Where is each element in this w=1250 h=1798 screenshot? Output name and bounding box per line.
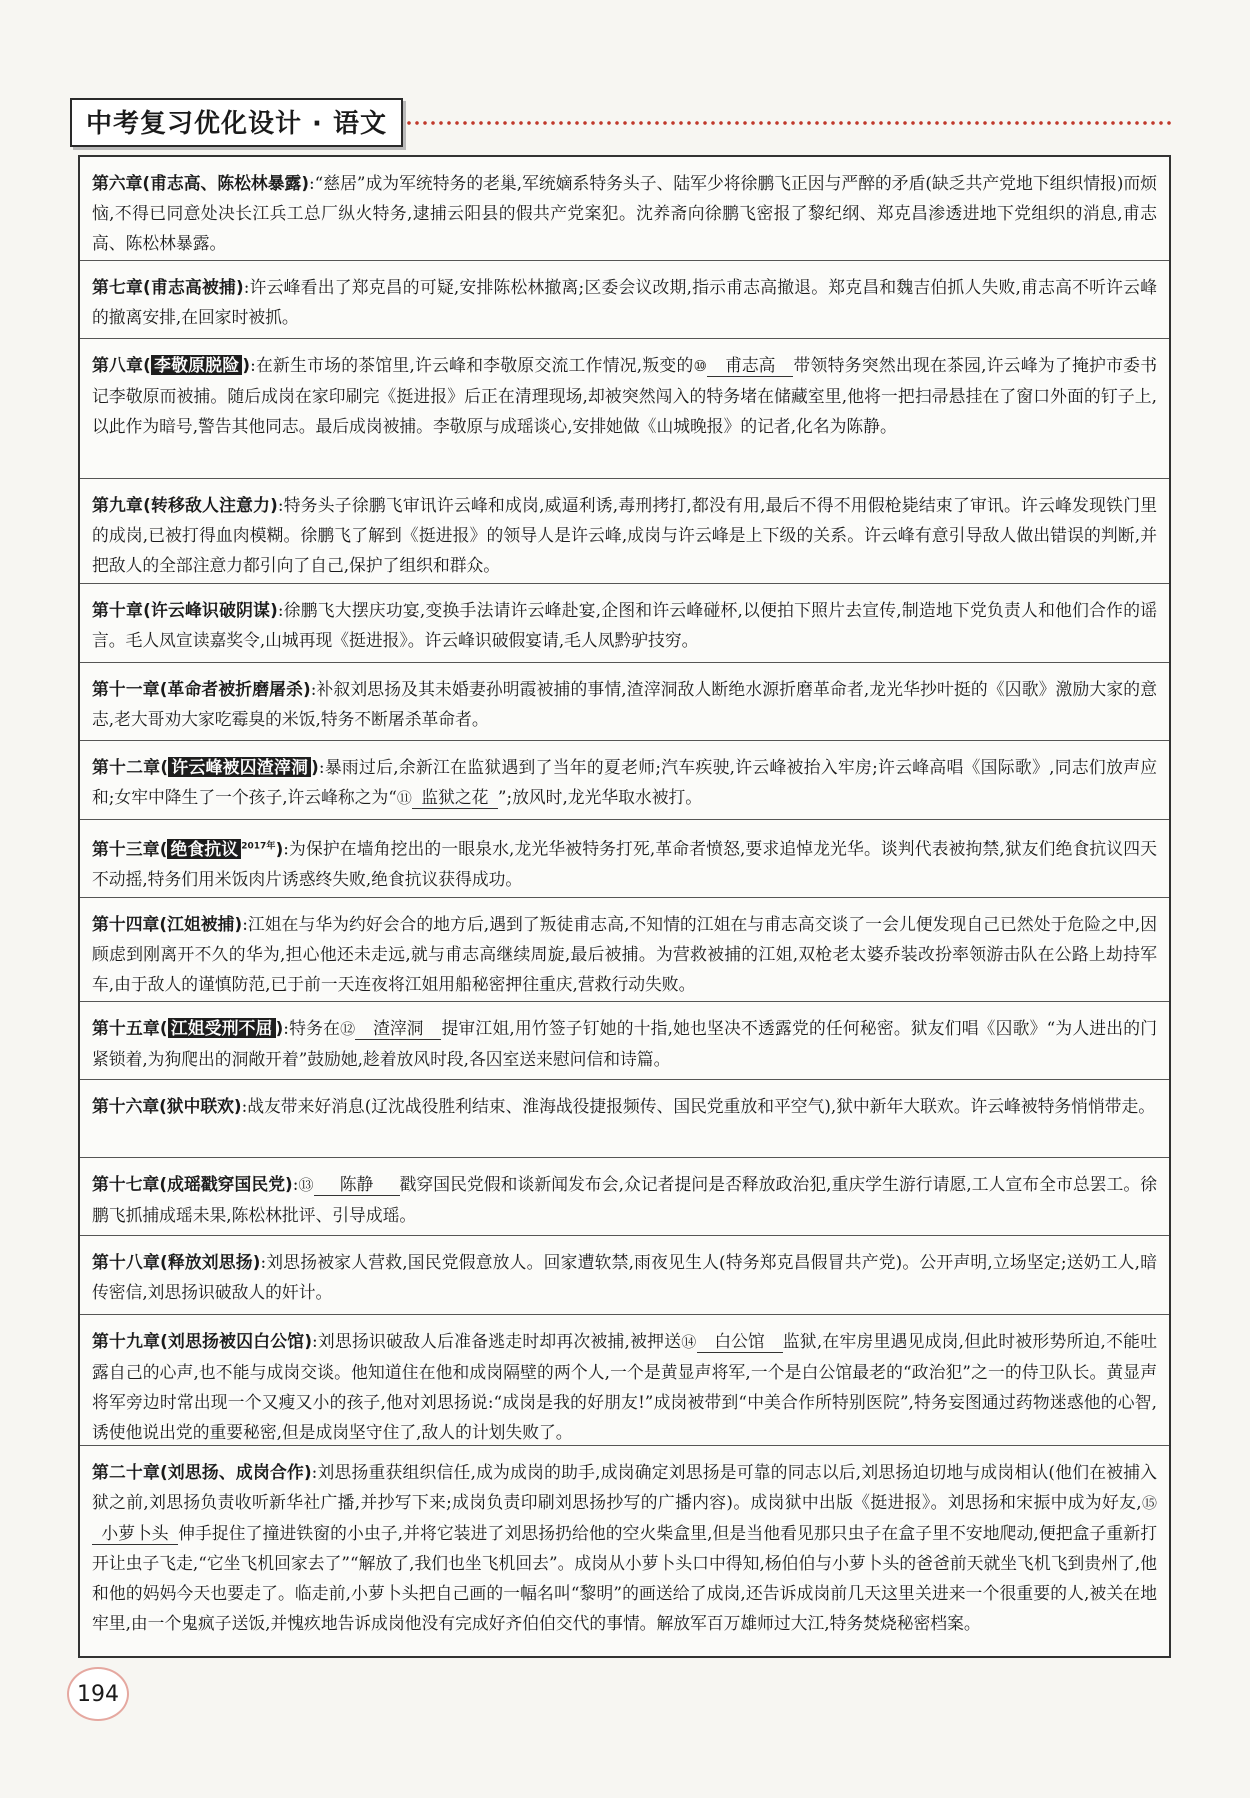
chapter-row-9: [80, 479, 1169, 584]
chapter-heading: 第九章(转移敌人注意力): [92, 495, 278, 515]
chapter-heading: 第十七章(成瑶戳穿国民党): [92, 1174, 293, 1194]
chapter-text: :许云峰看出了郑克昌的可疑,安排陈松林撤离;区委会议改期,指示甫志高撤退。郑克昌和魏吉伯抓人失败,甫志高不听许云峰的撤离安排,在回家时被抓。: [92, 277, 1157, 327]
exam-year-note: 2017年: [241, 841, 276, 851]
chapter-row-14: [80, 898, 1169, 1002]
chapter-heading: 第七章(甫志高被捕): [92, 277, 244, 297]
chapter-text: :: [292, 1174, 299, 1194]
chapter-text-cont: 伸手捉住了撞进铁窗的小虫子,并将它装进了刘思扬扔给他的空火柴盒里,但是当他看见那只虫子在盒子里不安地爬动,便把盒子重新打开让虫子飞走,“它坐飞机回家去了”“解放了,我们也坐飞机回去”。成岗从小萝卜头口中得知,杨伯伯与小萝卜头的爸爸前天就坐飞机飞到贵州了,他和他的妈妈今天也要走了。临走前,小萝卜头把自己画的一幅名叫“黎明”的画送给了成岗,还告诉成岗前几天这里关进来一个很重要的人,被关在地牢里,由一个鬼疯子送饭,并愧疚地告诉成岗他没有完成好齐伯伯交代的事情。解放军百万雄师过大江,特务焚烧秘密档案。: [92, 1523, 1157, 1633]
chapter-text-cont: ”;放风时,龙光华取水被打。: [497, 787, 703, 807]
chapter-heading: 第十三章( 绝食抗议 $^{2017年}$): [92, 838, 284, 859]
answer-blank: 甫志高: [707, 354, 793, 377]
answer-blank: 白公馆: [697, 1330, 783, 1353]
highlighted-title: 江姐受刑不屈: [168, 1018, 276, 1038]
chapter-text: :暴雨过后,余新江在监狱遇到了当年的夏老师;汽车疾驶,许云峰被抬入牢房;许云峰高唱《国际歌》,同志们放声应和;女牢中降生了一个孩子,许云峰称之为“: [92, 757, 1157, 807]
chapter-text-cont: 带领特务突然出现在茶园,许云峰为了掩护市委书记李敬原而被捕。随后成岗在家印刷完《挺进报》后正在清理现场,却被突然闯入的特务堵在储藏室里,他将一把扫帚悬挂在了窗口外面的钉子上,以此作为暗号,警告其他同志。最后成岗被捕。李敬原与成瑶谈心,安排她做《山城晚报》的记者,化名为陈静。: [92, 355, 1158, 436]
chapter-text: :刘思扬被家人营救,国民党假意放人。回家遭软禁,雨夜见生人(特务郑克昌假冒共产党)。公开声明,立场坚定;送奶工人,暗传密信,刘思扬识破敌人的奸计。: [92, 1252, 1157, 1302]
chapter-row-17: [80, 1158, 1169, 1236]
chapter-heading: 第十四章(江姐被捕): [92, 914, 243, 934]
chapter-row-12: [80, 741, 1169, 820]
chapter-row-10: [80, 584, 1169, 663]
chapter-row-6: [80, 157, 1169, 261]
summary-table: [78, 155, 1171, 1658]
answer-blank: 监狱之花: [412, 786, 498, 809]
chapter-text: :战友带来好消息(辽沈战役胜利结束、淮海战役捷报频传、国民党重放和平空气),狱中新年大联欢。许云峰被特务悄悄带走。: [241, 1096, 1156, 1116]
chapter-text-cont: 监狱,在牢房里遇见成岗,但此时被形势所迫,不能吐露自己的心声,也不能与成岗交谈。他知道住在他和成岗隔壁的两个人,一个是黄显声将军,一个是白公馆最老的“政治犯”之一的侍卫队长。黄显声将军旁边时常出现一个又瘦又小的孩子,他对刘思扬说:“成岗是我的好朋友!”成岗被带到“中美合作所特别医院”,特务妄图通过药物迷惑他的心智,诱使他说出党的重要秘密,但是成岗坚守住了,敌人的计划失败了。: [92, 1331, 1157, 1442]
chapter-text: :刘思扬识破敌人后准备逃走时却再次被捕,被押送: [312, 1331, 682, 1351]
chapter-row-8: [80, 339, 1169, 479]
chapter-row-19: [80, 1315, 1169, 1446]
blank-number: ⑬: [298, 1176, 314, 1194]
page-header: [70, 98, 403, 147]
chapter-text-cont: 提审江姐,用竹签子钉她的十指,她也坚决不透露党的任何秘密。狱友们唱《囚歌》“为人进出的门紧锁着,为狗爬出的洞敞开着”鼓励她,趁着放风时段,各囚室送来慰问信和诗篇。: [92, 1018, 1157, 1069]
chapter-heading: 第十二章( 许云峰被囚渣滓洞 ): [92, 757, 319, 777]
chapter-text-cont: 戳穿国民党假和谈新闻发布会,众记者提问是否释放政治犯,重庆学生游行请愿,工人宣布全市总罢工。徐鹏飞抓捕成瑶未果,陈松林批评、引导成瑶。: [92, 1174, 1157, 1225]
chapter-heading: 第十五章( 江姐受刑不屈 ): [92, 1018, 284, 1038]
chapter-row-15: [80, 1002, 1169, 1080]
chapter-heading: 第十一章(革命者被折磨屠杀): [92, 679, 311, 699]
chapter-heading: 第十九章(刘思扬被囚白公馆): [92, 1331, 313, 1351]
chapter-row-20: [80, 1446, 1169, 1658]
chapter-row-11: [80, 663, 1169, 741]
chapter-text: :特务在: [283, 1018, 341, 1038]
chapter-heading: 第十章(许云峰识破阴谋): [92, 600, 278, 620]
blank-number: ⑪: [396, 789, 412, 807]
answer-blank: 渣滓洞: [355, 1017, 441, 1040]
chapter-heading: 第八章( 李敬原脱险 ): [92, 355, 251, 375]
blank-number: ⑭: [681, 1333, 697, 1351]
chapter-row-16: [80, 1080, 1169, 1158]
book-title: 中考复习优化设计 · 语文: [70, 98, 403, 147]
chapter-row-13: [80, 820, 1169, 898]
chapter-row-7: [80, 261, 1169, 339]
chapter-text: :“慈居”成为军统特务的老巢,军统嫡系特务头子、陆军少将徐鹏飞正因与严醉的矛盾(缺乏共产党地下组织情报)而烦恼,不得已同意处决长江兵工总厂纵火特务,逮捕云阳县的假共产党案犯。沈养斋向徐鹏飞密报了黎纪纲、郑克昌渗透进地下党组织的消息,甫志高、陈松林暴露。: [92, 173, 1158, 253]
chapter-text: :补叙刘思扬及其未婚妻孙明霞被捕的事情,渣滓洞敌人断绝水源折磨革命者,龙光华抄叶挺的《囚歌》激励大家的意志,老大哥劝大家吃霉臭的米饭,特务不断屠杀革命者。: [92, 679, 1158, 729]
chapter-text: :特务头子徐鹏飞审讯许云峰和成岗,威逼利诱,毒刑拷打,都没有用,最后不得不用假枪毙结束了审讯。许云峰发现铁门里的成岗,已被打得血肉模糊。徐鹏飞了解到《挺进报》的领导人是许云峰,成岗与许云峰是上下级的关系。许云峰有意引导敌人做出错误的判断,并把敌人的全部注意力都引向了自己,保护了组织和群众。: [92, 495, 1157, 575]
blank-number: ⑫: [340, 1020, 356, 1038]
chapter-text: :徐鹏飞大摆庆功宴,变换手法请许云峰赴宴,企图和许云峰碰杯,以便拍下照片去宣传,制造地下党负责人和他们合作的谣言。毛人凤宣读嘉奖令,山城再现《挺进报》。许云峰识破假宴请,毛人凤黔驴技穷。: [92, 600, 1157, 650]
chapter-heading: 第六章(甫志高、陈松林暴露): [92, 173, 310, 193]
answer-blank: 陈静: [314, 1173, 400, 1196]
blank-number: ⑩: [693, 357, 708, 375]
chapter-text: :江姐在与华为约好会合的地方后,遇到了叛徒甫志高,不知情的江姐在与甫志高交谈了一会儿便发现自己已然处于危险之中,因顾虑到刚离开不久的华为,担心他还未走远,就与甫志高继续周旋,最后被捕。为营救被捕的江姐,双枪老太婆乔装改扮率领游击队在公路上劫持军车,由于敌人的谨慎防范,已于前一天连夜将江姐用船秘密押往重庆,营救行动失败。: [92, 914, 1157, 994]
page-number: 194: [67, 1667, 129, 1721]
chapter-heading: 第十八章(释放刘思扬): [92, 1252, 261, 1272]
chapter-text: :刘思扬重获组织信任,成为成岗的助手,成岗确定刘思扬是可靠的同志以后,刘思扬迫切地与成岗相认(他们在被捕入狱之前,刘思扬负责收听新华社广播,并抄写下来;成岗负责印刷刘思扬抄写的广播内容)。成岗狱中出版《挺进报》。刘思扬和宋振中成为好友,: [92, 1462, 1157, 1512]
chapter-text: :为保护在墙角挖出的一眼泉水,龙光华被特务打死,革命者愤怒,要求追悼龙光华。谈判代表被拘禁,狱友们绝食抗议四天不动摇,特务们用米饭肉片诱惑终失败,绝食抗议获得成功。: [92, 838, 1157, 889]
blank-number: ⑮: [1141, 1494, 1157, 1512]
answer-blank: 小萝卜头: [92, 1522, 178, 1545]
highlighted-title: 绝食抗议: [167, 839, 241, 859]
chapter-heading: 第十六章(狱中联欢): [92, 1096, 242, 1116]
chapter-heading: 第二十章(刘思扬、成岗合作): [92, 1462, 312, 1482]
chapter-row-18: [80, 1236, 1169, 1315]
highlighted-title: 许云峰被囚渣滓洞: [168, 757, 311, 777]
header-dotted-rule: [405, 120, 1175, 126]
highlighted-title: 李敬原脱险: [151, 355, 243, 375]
chapter-text: :在新生市场的茶馆里,许云峰和李敬原交流工作情况,叛变的: [250, 355, 694, 375]
